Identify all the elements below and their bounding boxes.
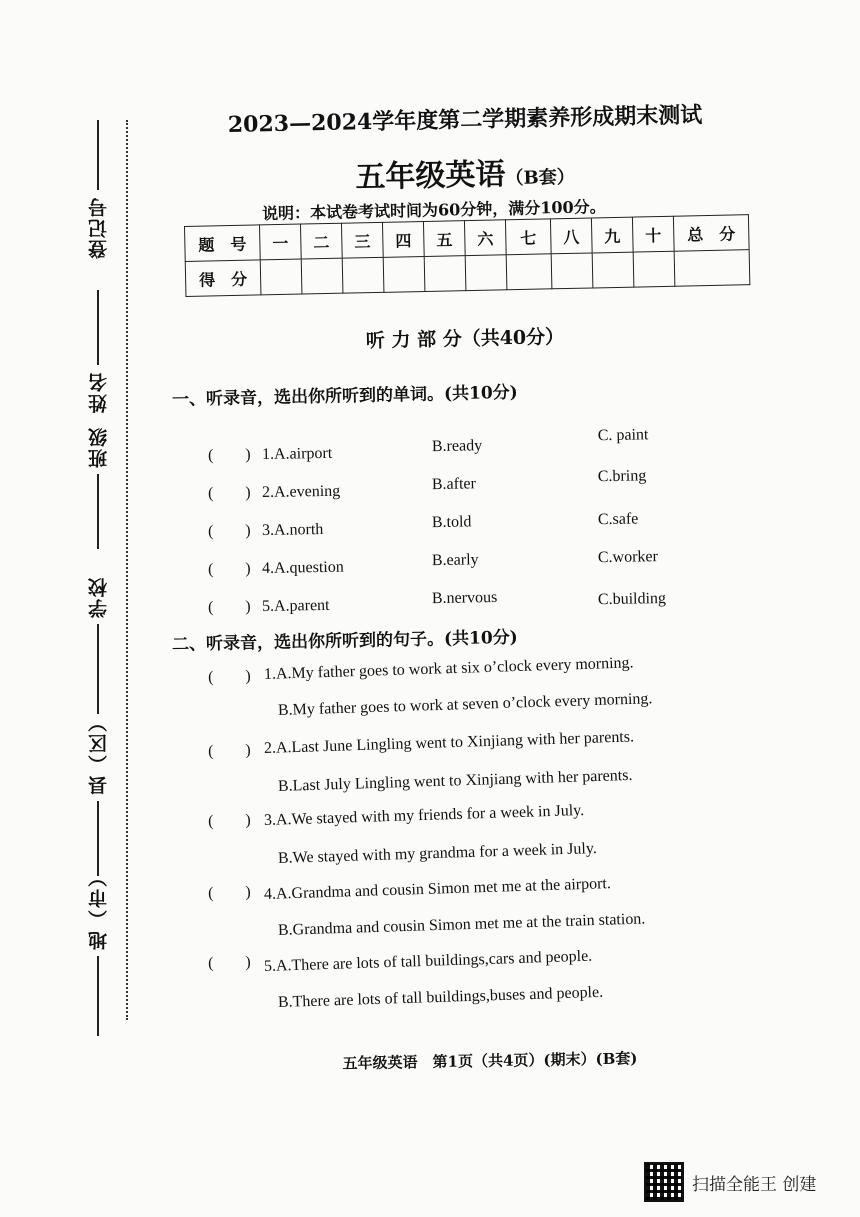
option-c: C.safe	[597, 510, 639, 529]
option-a: 1.A.airport	[261, 444, 333, 464]
answer-blank[interactable]: ( )	[207, 522, 251, 540]
sentence-option-b: B.We stayed with my grandma for a week in July.	[277, 839, 598, 867]
option-b: B.nervous	[431, 588, 498, 608]
option-b: B.early	[431, 551, 479, 570]
answer-blank[interactable]: ( )	[207, 667, 251, 686]
score-input-q3[interactable]	[342, 257, 384, 293]
option-a: 5.A.parent	[261, 596, 330, 616]
cell-q10: 十	[632, 216, 674, 252]
sentence-option-b: B.Grandma and cousin Simon met me at the train station.	[277, 910, 646, 939]
answer-blank[interactable]: ( )	[207, 560, 251, 578]
part1-item-1	[207, 426, 649, 465]
option-c: C.worker	[597, 548, 659, 567]
binding-dotted-line	[126, 120, 128, 1020]
answer-blank[interactable]: ( )	[207, 741, 251, 760]
score-input-q2[interactable]	[301, 258, 343, 294]
answer-blank[interactable]: ( )	[207, 883, 251, 902]
option-c: C.bring	[597, 467, 647, 486]
sentence-option-a: 1.A.My father goes to work at six o’clock every morning.	[263, 654, 634, 683]
label-class: 班级	[87, 426, 110, 468]
exam-instructions: 说明：本试卷考试时间为60分钟，满分100分。	[261, 197, 606, 224]
score-input-q5[interactable]	[424, 256, 466, 292]
qr-code-icon	[644, 1162, 684, 1202]
option-c: C.building	[597, 590, 667, 609]
field-class	[78, 420, 118, 549]
answer-blank[interactable]: ( )	[207, 484, 251, 502]
field-county	[78, 705, 118, 876]
watermark-text: 扫描全能王 创建	[692, 1174, 817, 1195]
part1-item-4	[207, 548, 659, 579]
part2-heading: 二、听录音，选出你所听到的句子。(共10分)	[171, 627, 518, 655]
option-b: B.told	[431, 513, 472, 532]
field-city	[78, 860, 118, 1036]
cell-q5: 五	[423, 221, 465, 257]
part1-item-3	[207, 510, 639, 541]
binding-margin	[78, 120, 118, 1020]
answer-blank[interactable]: ( )	[207, 446, 251, 464]
label-city: 地（市）	[87, 866, 110, 950]
field-name	[78, 290, 118, 419]
sentence-option-a: 5.A.There are lots of tall buildings,cars and people.	[263, 947, 593, 975]
cell-q9: 九	[591, 217, 633, 253]
sentence-option-a: 2.A.Last June Lingling went to Xinjiang with her parents.	[263, 728, 635, 757]
sentence-option-b: B.My father goes to work at seven o’clock every morning.	[277, 690, 653, 719]
scanner-watermark	[644, 1162, 816, 1202]
field-registration-number	[78, 120, 118, 265]
score-input-q9[interactable]	[592, 252, 634, 288]
score-input-q1[interactable]	[260, 259, 302, 295]
sentence-option-b: B.Last July Lingling went to Xinjiang with her parents.	[277, 766, 633, 795]
option-a: 3.A.north	[261, 520, 324, 540]
answer-blank[interactable]: ( )	[207, 598, 251, 616]
cell-q2: 二	[300, 223, 342, 259]
subject-title: 五年级英语	[355, 157, 506, 196]
part1-item-2	[207, 467, 647, 503]
answer-blank[interactable]: ( )	[207, 811, 251, 830]
score-input-q6[interactable]	[465, 255, 507, 291]
cell-q3: 三	[341, 222, 383, 258]
score-input-total[interactable]	[674, 250, 750, 287]
answer-blank[interactable]: ( )	[207, 953, 251, 972]
sentence-option-b: B.There are lots of tall buildings,buses and people.	[277, 983, 604, 1011]
score-input-q4[interactable]	[383, 256, 425, 292]
version-tag: （B套）	[505, 166, 575, 190]
score-input-q10[interactable]	[633, 251, 675, 287]
label-name: 姓名	[87, 371, 110, 413]
label-registration-number: 登记号	[87, 196, 110, 259]
field-school	[78, 570, 118, 714]
option-b: B.ready	[431, 437, 483, 456]
option-a: 2.A.evening	[261, 482, 341, 502]
page-footer: 五年级英语 第1页（共4页）(期末）(B套)	[342, 1049, 638, 1073]
cell-q4: 四	[382, 221, 424, 257]
score-input-q7[interactable]	[506, 254, 552, 290]
option-c: C. paint	[597, 426, 649, 445]
label-county: 县（区）	[87, 711, 110, 795]
cell-q7: 七	[505, 219, 551, 255]
cell-label-total: 总 分	[673, 215, 749, 252]
part1-heading: 一、听录音，选出你所听到的单词。(共10分)	[171, 382, 518, 410]
sentence-option-a: 3.A.We stayed with my friends for a week in July.	[263, 801, 585, 829]
part1-item-5	[207, 588, 667, 617]
cell-label-question: 题 号	[185, 225, 261, 262]
listening-section-title: 听 力 部 分（共40分）	[365, 325, 565, 353]
score-table	[184, 214, 750, 297]
option-b: B.after	[431, 475, 477, 494]
label-school: 学校	[87, 576, 110, 618]
sentence-option-a: 4.A.Grandma and cousin Simon met me at the airport.	[263, 875, 612, 903]
cell-q6: 六	[464, 220, 506, 256]
cell-q8: 八	[550, 218, 592, 254]
cell-q1: 一	[259, 224, 301, 260]
score-input-q8[interactable]	[551, 253, 593, 289]
exam-title-line1: 2023—2024学年度第二学期素养形成期末测试	[227, 102, 703, 138]
option-a: 4.A.question	[261, 558, 344, 578]
cell-label-score: 得 分	[185, 260, 261, 297]
